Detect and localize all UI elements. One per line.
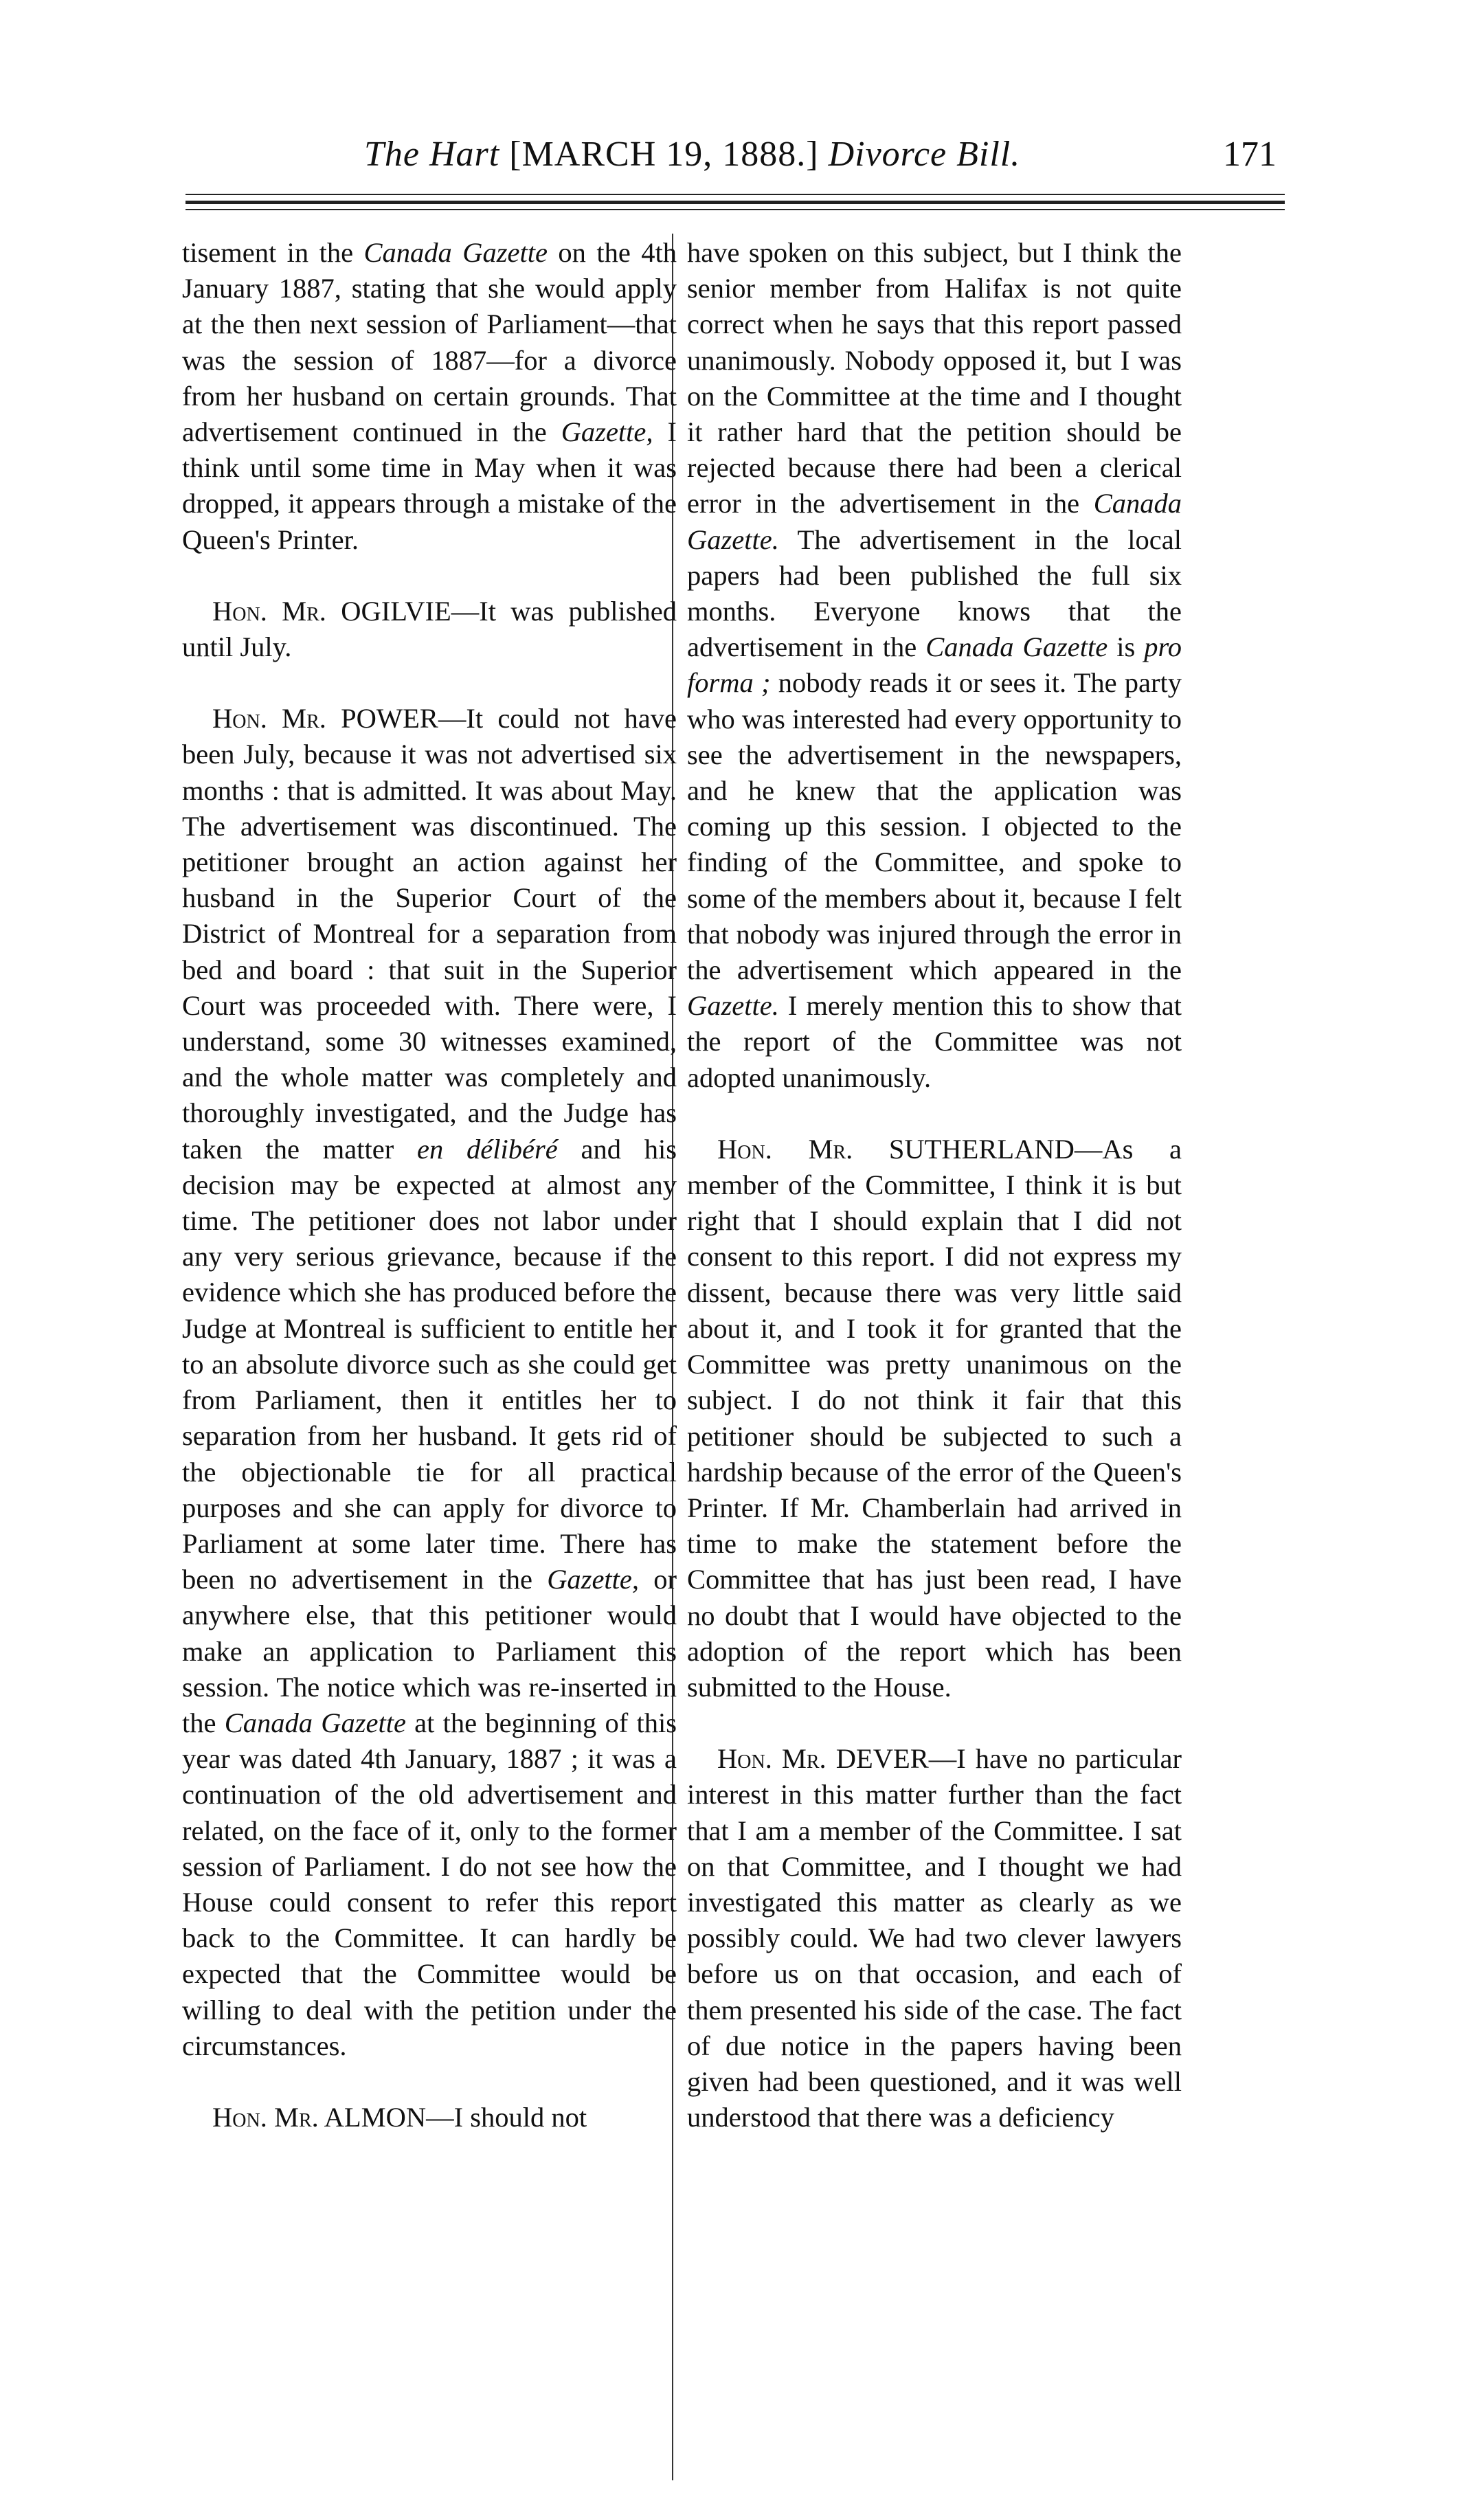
left-column (182, 235, 677, 2489)
text-run: —It could not have been July, because it was not advertised six months : that is admitted. It was about May. The advertisement was discontinued. The petitioner brought an action against her husband in the Superior Court of the District of Montreal for a separation from bed and board : that suit in the Superior Court was proceeded with. There were, I understand, some 30 witnesses examined, and the whole matter was completely and thoroughly investigated, and the Judge has taken the matter (182, 703, 677, 1165)
text-run: on the 4th January 1887, stating that she would apply at the then next session of Parliament—that was the session of 1887—for a divorce from her husband on certain grounds. That advertisement continued in the (182, 237, 677, 448)
text-run: I think until some time in May when it was dropped, it appears through a mistake of the Queen's Printer. (182, 416, 677, 555)
text-run: is (1108, 631, 1145, 663)
text-run: —It was published until July. (182, 595, 677, 663)
italic-run: Gazette, (547, 1564, 640, 1595)
text-run: or anywhere else, that this petitioner would make an application to Parliament this session. The notice which was re-inserted in the (182, 1564, 677, 1738)
speaker-name: Hon. Mr. DEVER (717, 1743, 929, 1775)
running-title-italic-2: Divorce Bill. (828, 135, 1021, 174)
speaker-name: Hon. Mr. OGILVIE (212, 595, 451, 627)
speaker-name: Hon. Mr. ALMON (212, 2101, 427, 2133)
text-run: I merely mention this to show that the report of the Committee was not adopted unanimously. (687, 990, 1182, 1093)
text-run: —I should not (426, 2101, 587, 2133)
italic-run: Canada Gazette. (687, 488, 1182, 555)
speech-paragraph (687, 1741, 1182, 2135)
italic-run: Gazette, (561, 416, 653, 448)
paragraph (182, 235, 677, 558)
speech-paragraph (182, 2100, 677, 2135)
running-title-date: [MARCH 19, 1888.] (509, 135, 819, 174)
header-rule-thick (186, 201, 1285, 204)
paragraph (687, 235, 1182, 1096)
speech-paragraph (687, 1132, 1182, 1705)
right-column (687, 235, 1182, 2489)
italic-run: Gazette. (687, 990, 779, 1022)
text-run: tisement in the (182, 237, 364, 268)
running-header (0, 124, 1292, 186)
text-run: nobody reads it or sees it. The party who was interested had every opportunity to see the advertisement in the newspapers, and he knew that the application was coming up this session. I objected to the finding of the Committee, and spoke to some of the members about it, because I felt that nobody was injured through the error in the advertisement which appeared in the (687, 667, 1182, 986)
italic-run: pro forma ; (687, 631, 1182, 699)
italic-run: en délibéré (416, 1133, 558, 1165)
text-run: —I have no particular interest in this matter further than the fact that I am a member of the Committee. I sat on that Committee, and I thought we had investigated this matter as clearly as we possibly could. We had two clever lawyers before us on that occasion, and each of them presented his side of the case. The fact of due notice in the papers having been given had been questioned, and it was well understood that there was a deficiency (687, 1743, 1182, 2133)
running-title-italic-1: The Hart (364, 135, 500, 174)
italic-run: Canada Gazette (363, 237, 548, 268)
page-number: 171 (1223, 135, 1277, 174)
header-rule-thin-lower (186, 209, 1285, 210)
text-run: have spoken on this subject, but I think the senior member from Halifax is not quite correct when he says that this report passed unanimously. Nobody opposed it, but I was on the Committee at the time and I thought it rather hard that the petition should be rejected because there had been a clerical error in the advertisement in the (687, 237, 1182, 519)
speaker-name: Hon. Mr. POWER (212, 703, 438, 734)
text-run: —As a member of the Committee, I think it is but right that I should explain that I did not consent to this report. I did not express my dissent, because there was very little said about it, and I took it for granted that the Committee was pretty unanimous on the subject. I do not think it fair that this petitioner should be subjected to such a hardship because of the error of the Queen's Printer. If Mr. Chamberlain had arrived in time to make the statement before the Committee that has just been read, I have no doubt that I would have objected to the adoption of the report which has been submitted to the House. (687, 1133, 1182, 1703)
speech-paragraph (182, 594, 677, 665)
speech-paragraph (182, 701, 677, 2064)
text-run: at the beginning of this year was dated 4th January, 1887 ; it was a continuation of the old advertisement and related, on the face of it, only to the former session of Parliament. I do not see how the House could consent to refer this report back to the Committee. It can hardly be expected that the Committee would be willing to deal with the petition under the circumstances. (182, 1707, 677, 2061)
italic-run: Canada Gazette (224, 1707, 406, 1738)
header-rule-thin (186, 194, 1285, 195)
speaker-name: Hon. Mr. SUTHERLAND (717, 1133, 1075, 1165)
text-run: The advertisement in the local papers had been published the full six months. Everyone knows that the advertisement in the (687, 524, 1182, 663)
text-run: and his decision may be expected at almost any time. The petitioner does not labor under any very serious grievance, because if the evidence which she has produced before the Judge at Montreal is sufficient to entitle her to an absolute divorce such as she could get from Parliament, then it entitles her to separation from her husband. It gets rid of the objectionable tie for all practical purposes and she can apply for divorce to Parliament at some later time. There has been no advertisement in the (182, 1133, 677, 1595)
running-title (364, 124, 1020, 186)
italic-run: Canada Gazette (925, 631, 1108, 663)
